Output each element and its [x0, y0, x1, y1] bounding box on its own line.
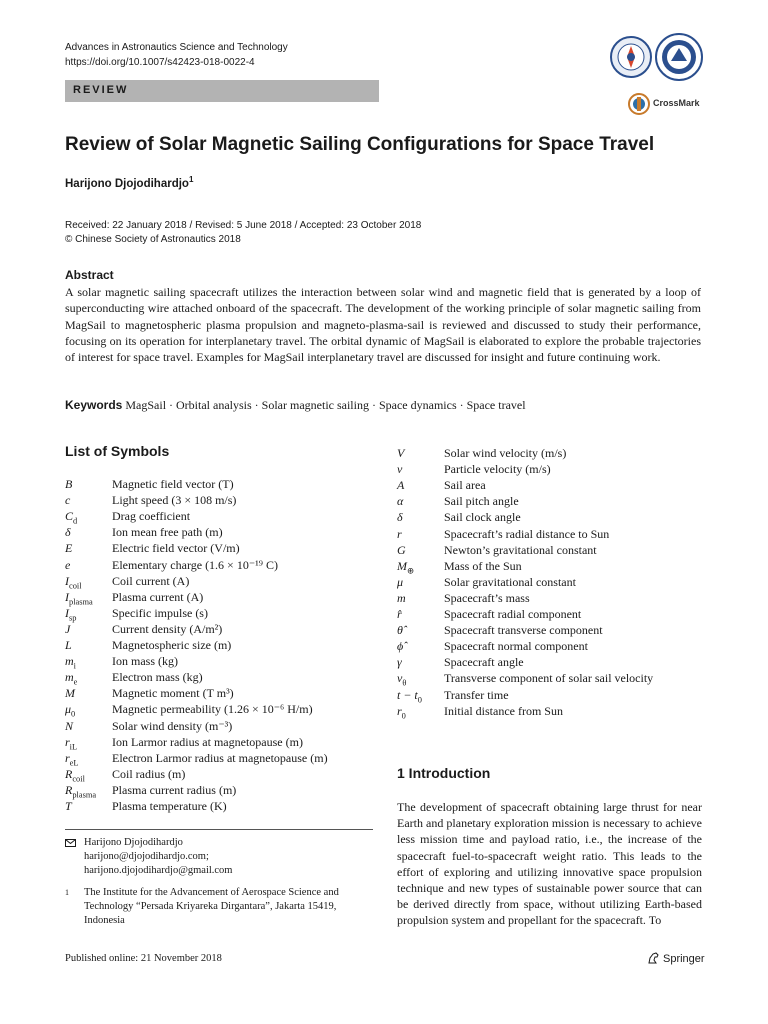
symbols-heading: List of Symbols — [65, 443, 170, 459]
symbol-description: Magnetic field vector (T) — [112, 477, 234, 491]
symbol: $R_{plasma}$ — [65, 782, 97, 800]
publication-dates — [65, 219, 421, 246]
symbol: $M_\oplus$ — [397, 558, 415, 576]
symbol-description: Light speed (3 × 108 m/s) — [112, 493, 237, 508]
symbols-list-right — [397, 445, 717, 725]
symbol-description: Spacecraft radial component — [444, 607, 582, 621]
doi-link[interactable]: https://doi.org/10.1007/s42423-018-0022-4 — [65, 57, 255, 68]
symbol: v — [397, 462, 403, 477]
symbol: $r_{eL}$ — [65, 750, 79, 768]
symbol-description: Particle velocity (m/s) — [444, 462, 551, 477]
symbol: $r_0$ — [397, 703, 406, 720]
introduction-heading: 1 Introduction — [397, 765, 491, 781]
symbol: E — [65, 541, 73, 556]
crossmark-label: CrossMark — [653, 98, 700, 108]
symbol-description: Specific impulse (s) — [112, 605, 208, 620]
symbol-description: Drag coefficient — [112, 509, 191, 524]
symbol-description: Magnetic permeability (1.26 × 10⁻⁶ H/m) — [112, 702, 313, 717]
symbol-description: Transverse component of solar sail velocity — [444, 671, 654, 686]
symbol-description: Spacecraft normal component — [444, 639, 588, 654]
symbols-list-left — [65, 476, 375, 816]
symbol-description: Initial distance from Sun — [444, 703, 563, 718]
symbol: μ — [397, 574, 404, 589]
symbol: ϕ̂ — [397, 639, 404, 654]
affiliation — [65, 886, 355, 928]
iaf-logo-icon — [655, 33, 703, 81]
symbol-description: Sail pitch angle — [444, 494, 519, 509]
symbol: δ — [65, 525, 71, 540]
symbol-description: Ion Larmor radius at magnetopause (m) — [112, 734, 303, 749]
journal-name: Advances in Astronautics Science and Technology — [65, 42, 288, 53]
symbol: $m_i$ — [65, 654, 76, 671]
symbol-description: Sail area — [444, 478, 486, 493]
footnote-divider — [65, 829, 373, 830]
abstract-heading: Abstract — [65, 268, 114, 282]
symbol: M — [65, 686, 75, 701]
journal-header — [65, 40, 288, 70]
symbol: $R_{coil}$ — [65, 766, 85, 784]
publisher-logo — [647, 952, 705, 965]
symbol: δ — [397, 510, 403, 525]
symbol-description: Ion mean free path (m) — [112, 525, 223, 540]
envelope-icon — [65, 839, 76, 847]
symbol-description: Electron Larmor radius at magnetopause (m) — [112, 750, 328, 765]
symbol: $I_{coil}$ — [65, 573, 82, 590]
symbol-description: Electric field vector (V/m) — [112, 541, 240, 556]
symbol: $m_e$ — [65, 670, 78, 687]
symbol-description: Current density (A/m²) — [112, 621, 223, 636]
symbol-description: Solar gravitational constant — [444, 574, 576, 589]
author-affiliation-mark: 1 — [188, 175, 194, 185]
symbol: B — [65, 477, 73, 491]
symbol: r — [397, 526, 402, 541]
symbol-description: Spacecraft’s radial distance to Sun — [444, 526, 610, 541]
symbol: α — [397, 494, 404, 509]
copyright-line: © Chinese Society of Astronautics 2018 — [65, 233, 241, 245]
symbol-description: Solar wind velocity (m/s) — [444, 446, 567, 460]
symbol-description: Magnetospheric size (m) — [112, 638, 232, 652]
symbol-description: Sail clock angle — [444, 510, 521, 525]
symbol: V — [397, 446, 405, 460]
symbol-description: Spacecraft angle — [444, 655, 524, 670]
keywords-list: MagSail · Orbital analysis · Solar magnetic sailing · Space dynamics · Space travel — [125, 398, 526, 412]
symbol: A — [397, 478, 405, 493]
symbol: e — [65, 557, 71, 572]
symbol: $C_d$ — [65, 509, 78, 526]
symbol-description: Plasma current radius (m) — [112, 782, 237, 797]
abstract-text: A solar magnetic sailing spacecraft utilizes the interaction between solar wind and magnetic field that is generated by a loop of superconducting wire attached onboard of the spacecraft. The development of the working principle of solar magnetic sailing from MagSail to magnetospheric plasma propulsion and magneto-plasma-sail is reviewed and discussed to study their performance, focusing on its operation for interplanetary travel. The orbital dynamic of MagSail is elaborated to explore the probable trajectories of interest for space travel. Examples for MagSail interplanetary travel are discussed for insight and future continuing work. — [65, 285, 701, 365]
symbol: $t - t_0$ — [397, 687, 422, 704]
symbol: $I_{plasma}$ — [65, 589, 93, 607]
section-label: REVIEW — [73, 84, 129, 96]
keywords-label: Keywords — [65, 398, 123, 412]
symbol-description: Solar wind density (m⁻³) — [112, 718, 233, 733]
author-line — [65, 175, 194, 190]
symbol-description: Ion mass (kg) — [112, 654, 178, 669]
symbol-description: Newton’s gravitational constant — [444, 542, 597, 557]
symbol: θ̂ — [397, 623, 403, 638]
correspondence-email-2[interactable]: harijono.djojodihardjo@gmail.com — [84, 865, 233, 876]
section-band — [65, 80, 379, 102]
correspondence-name: Harijono Djojodihardjo — [84, 837, 183, 848]
symbol-description: Coil current (A) — [112, 573, 190, 588]
symbol: r̂ — [397, 607, 402, 621]
society-logo-icon — [610, 36, 652, 78]
symbol: G — [397, 542, 406, 557]
correspondence — [65, 836, 232, 878]
symbol: L — [65, 638, 72, 652]
symbol-description: Elementary charge (1.6 × 10⁻¹⁹ C) — [112, 557, 278, 572]
introduction-text: The development of spacecraft obtaining large thrust for near Earth and planetary exploration mission is necessary to achieve less mission time and payload ratio, i.e., the increase of the spacecraft fuel-to-spacecraft weight ratio. This leads to the effort of exploring and utilizing innovative space propulsion technique and new types of sustainable power source that can be derived directly from space, without utilizing Earth-based propulsion system and propellant for the spacecraft. To — [397, 800, 702, 928]
symbol-description: Coil radius (m) — [112, 766, 186, 781]
symbol: $\mu_0$ — [65, 702, 76, 719]
affiliation-number: 1 — [65, 888, 69, 897]
symbol-description: Transfer time — [444, 687, 509, 702]
symbol: $v_\theta$ — [397, 671, 407, 688]
received-revised-accepted: Received: 22 January 2018 / Revised: 5 June 2018 / Accepted: 23 October 2018 — [65, 220, 422, 231]
symbol: J — [65, 621, 71, 636]
published-online: Published online: 21 November 2018 — [65, 953, 222, 964]
symbol-description: Electron mass (kg) — [112, 670, 203, 685]
keywords-line — [65, 398, 526, 413]
symbol-description: Magnetic moment (T m³) — [112, 686, 234, 701]
symbol: γ — [397, 655, 402, 670]
symbol-description: Spacecraft’s mass — [444, 590, 530, 605]
symbol-description: Mass of the Sun — [444, 558, 522, 573]
symbol-description: Plasma current (A) — [112, 589, 204, 604]
symbol: m — [397, 590, 406, 605]
springer-horse-icon — [647, 952, 660, 964]
symbol: $r_{iL}$ — [65, 734, 78, 751]
symbol: c — [65, 493, 71, 508]
paper-title: Review of Solar Magnetic Sailing Configurations for Space Travel — [65, 134, 655, 155]
symbol: N — [65, 718, 74, 733]
symbol-description: Plasma temperature (K) — [112, 799, 227, 813]
symbol: T — [65, 799, 72, 813]
affiliation-text: The Institute for the Advancement of Aerospace Science and Technology “Persada Kriyareka Dirgantara”, Jakarta 15419, Indonesia — [84, 887, 339, 926]
correspondence-email-1[interactable]: harijono@djojodihardjo.com; — [84, 851, 209, 862]
symbol-description: Spacecraft transverse component — [444, 623, 603, 638]
publisher-name: Springer — [663, 953, 705, 965]
author-name: Harijono Djojodihardjo — [65, 178, 189, 190]
symbol: $I_{sp}$ — [65, 605, 77, 623]
crossmark-icon — [628, 93, 650, 115]
